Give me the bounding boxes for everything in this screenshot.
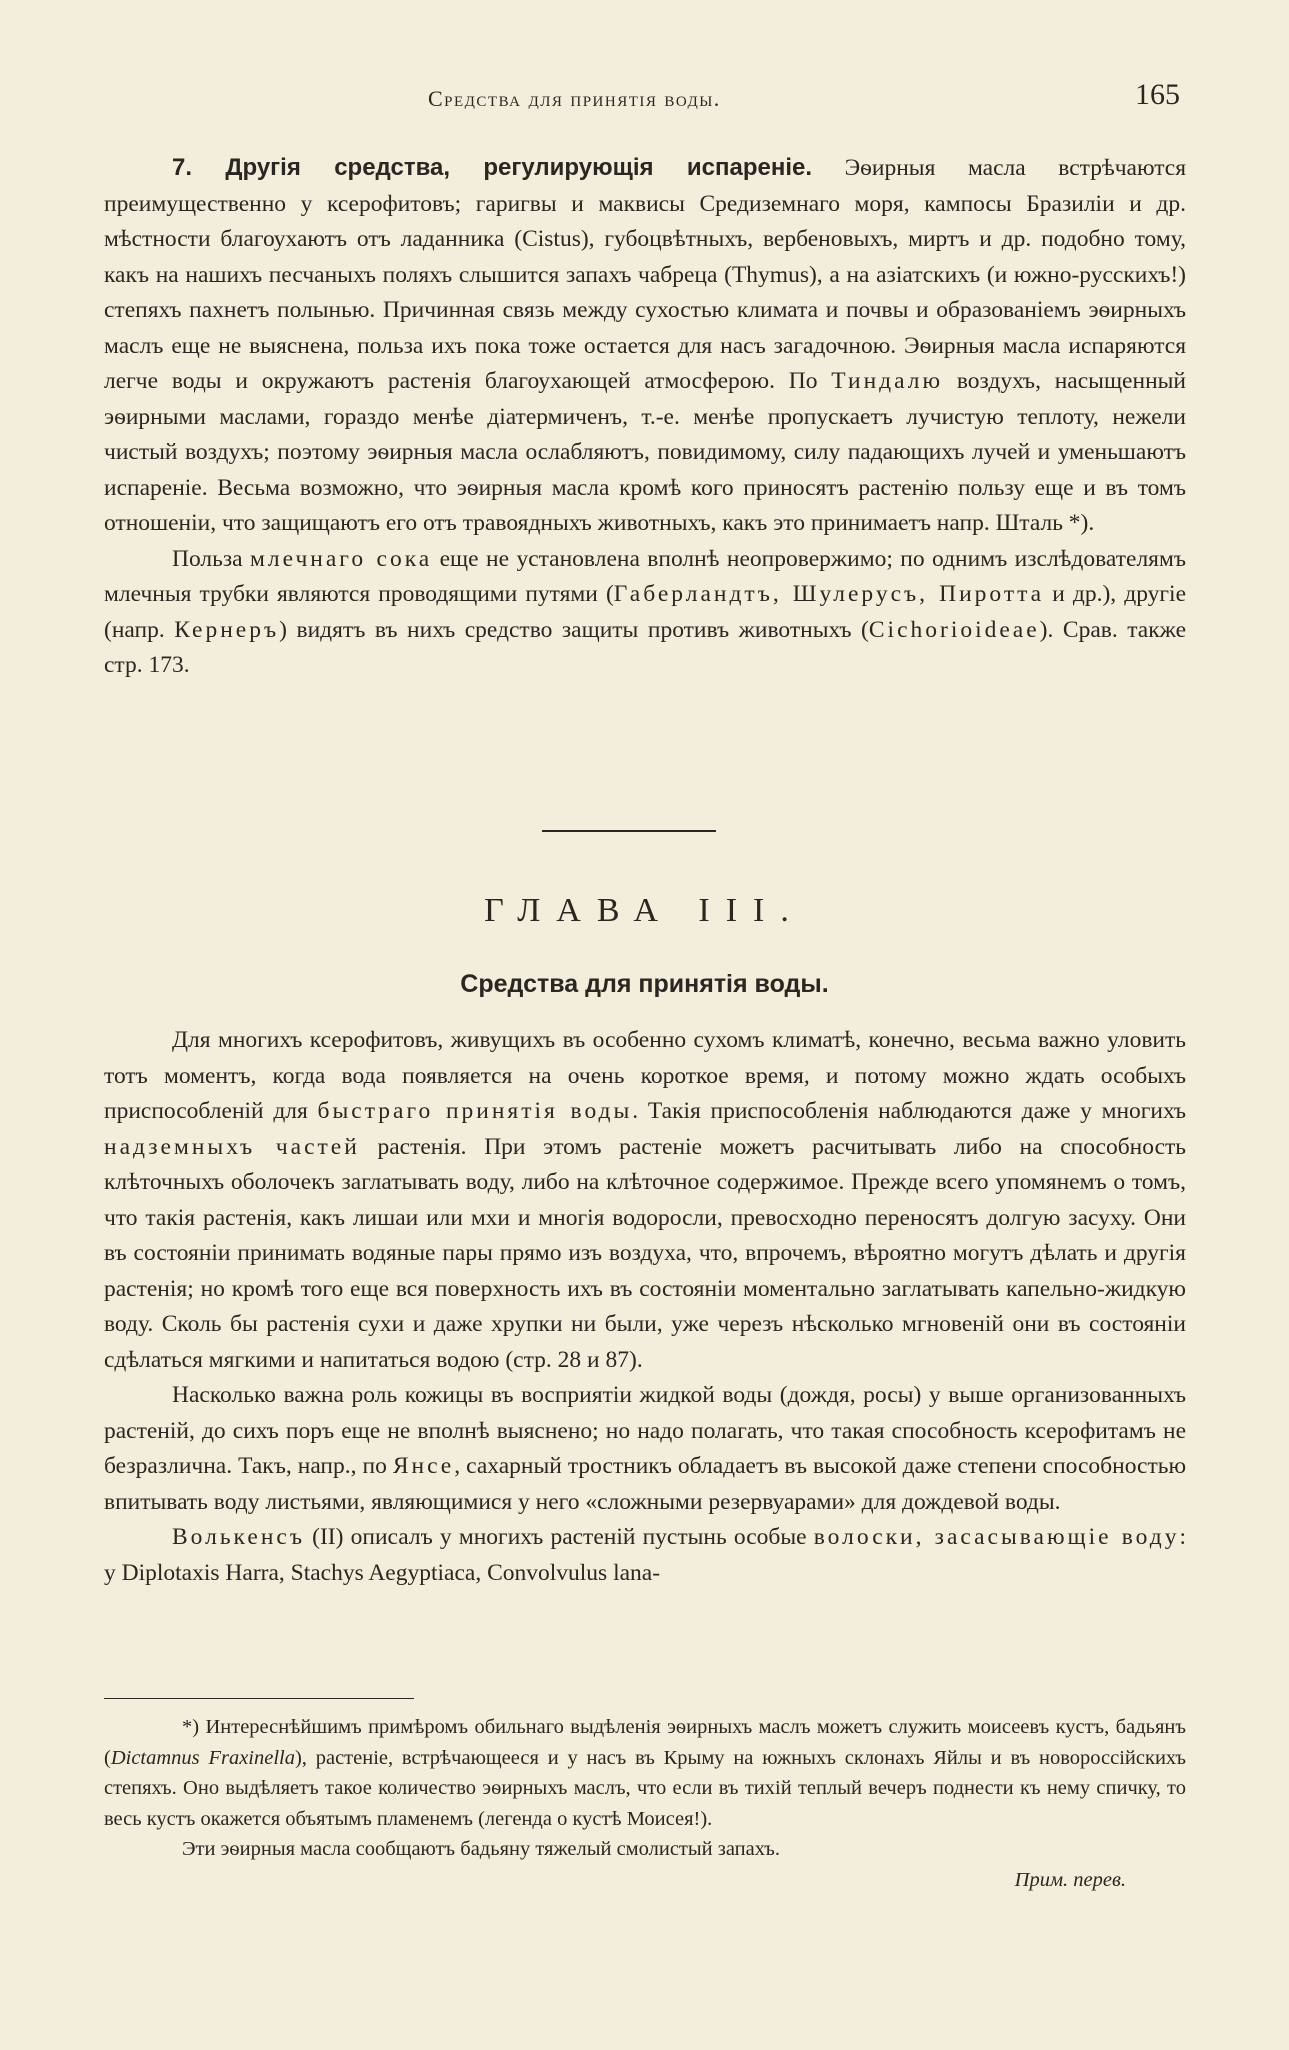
- paragraph-text: ). Срав. также стр. 173.: [104, 616, 1187, 678]
- paragraph-text: воздухъ, насыщенный эѳирными маслами, гораздо менѣе діатермиченъ, т.-е. менѣе пропускаетъ лучистую теплоту, нежели чистый воздухъ; поэтому эѳирныя масла ослабляютъ, повидимому, силу падающихъ лучей и уменьшаютъ испареніе. Весьма возможно, что эѳирныя масла кромѣ кого приносятъ растенію пользу еще и въ томъ отношеніи, что защищаютъ его отъ травоядныхъ животныхъ, какъ это принимаетъ напр. Шталь *).: [104, 368, 1187, 536]
- author-name: Волькенсъ: [172, 1524, 305, 1550]
- emphasized-term: волоски, засасывающіе воду: [813, 1524, 1180, 1550]
- paragraph-text: Польза: [172, 545, 243, 572]
- paragraph-text: . Такія приспособленія наблюдаются даже у многихъ: [632, 1098, 1186, 1124]
- chapter-subtitle: Средства для принятія воды.: [460, 970, 829, 998]
- footnote-text: *) Интереснѣйшимъ примѣромъ обильнаго выдѣленія эѳирныхъ маслъ можетъ служить моисеевъ кустъ, бадьянъ (: [104, 1716, 1186, 1769]
- paragraph-text: ) видятъ въ нихъ средство защиты противъ животныхъ (: [279, 616, 869, 643]
- paragraph-epidermis: [104, 1378, 1186, 1520]
- emphasized-term: млечнаго сока: [250, 545, 433, 572]
- species-name: Dictamnus Fraxinella: [110, 1746, 295, 1769]
- author-names: Габерландтъ, Шулерусъ, Пиротта: [613, 581, 1045, 607]
- section-heading: 7. Другія средства, регулирующія испареніе.: [172, 154, 813, 181]
- paragraph-text: (II) описалъ у многихъ растеній пустынь особые: [312, 1524, 807, 1550]
- paragraph-text: еще не установлена вполнѣ неопровержимо; по однимъ изслѣдователямъ млечныя трубки являются проводящими путями (: [104, 545, 1187, 607]
- paragraph-text: : у Diplotaxis Harra, Stachys Aegyptiaca, Convolvulus lana-: [104, 1524, 1186, 1586]
- author-name: Янсе: [392, 1453, 455, 1479]
- footnote: [104, 1712, 1186, 1895]
- author-name: Кернеръ: [174, 616, 280, 643]
- page-header: [0, 78, 1289, 118]
- paragraph-text: и др.), другіе (напр.: [104, 581, 1186, 643]
- paragraph-text: , сахарный тростникъ обладаетъ въ высокой даже степени способностью впитывать воду листьями, являющимися у него «сложными резервуарами» для дождевой воды.: [104, 1453, 1187, 1515]
- paragraph-text: Для многихъ ксерофитовъ, живущихъ въ особенно сухомъ климатѣ, конечно, весьма важно уловить тотъ моментъ, когда вода появляется на очень короткое время, и потому можно ждать особыхъ приспособленій для: [104, 1027, 1186, 1124]
- paragraph-latex: [104, 542, 1186, 684]
- page-number: 165: [1135, 78, 1180, 111]
- translator-note-sign: Прим. перев.: [1014, 1868, 1126, 1891]
- taxon-name: Cichorioideae: [868, 616, 1040, 643]
- footnote-divider: [104, 1698, 414, 1699]
- chapter-title: ГЛАВА III.: [484, 892, 805, 929]
- running-title: Средства для принятія воды.: [428, 86, 721, 111]
- author-name: Тиндалю: [831, 368, 944, 394]
- paragraph-hairs: [104, 1520, 1186, 1591]
- paragraph-water-uptake: [104, 1023, 1186, 1378]
- section-divider: [542, 830, 716, 832]
- emphasized-term: быстраго принятія воды: [317, 1098, 633, 1124]
- footnote-paragraph: [104, 1712, 1186, 1834]
- section-7-text: [104, 150, 1186, 684]
- footnote-text: ), растеніе, встрѣчающееся и у насъ въ Крыму на южныхъ склонахъ Яйлы и въ новороссійскихъ степяхъ. Оно выдѣляетъ такое количество эѳирныхъ маслъ, что если въ тихій теплый вечеръ поднести къ нему спичку, то весь кустъ окажется объятымъ пламенемъ (легенда о кустѣ Моисея!).: [104, 1746, 1186, 1830]
- chapter-body: [104, 1023, 1186, 1591]
- paragraph-text: Эѳирныя масла встрѣчаются преимущественно у ксерофитовъ; гаригвы и маквисы Средиземнаго моря, кампосы Бразиліи и др. мѣстности благоухаютъ отъ ладанника (Cistus), губоцвѣтныхъ, вербеновыхъ, миртъ и др. подобно тому, какъ на нашихъ песчаныхъ поляхъ слышится запахъ чабреца (Thymus), а на азіатскихъ (и южно-русскихъ!) степяхъ пахнетъ полынью. Причинная связь между сухостью климата и почвы и образованіемъ эѳирныхъ маслъ еще не выяснена, польза ихъ пока тоже остается для насъ загадочною. Эѳирныя масла испаряются легче воды и окружаютъ растенія благоухающей атмосферою. По: [104, 155, 1187, 394]
- footnote-paragraph: Эти эѳирныя масла сообщаютъ бадьяну тяжелый смолистый запахъ.: [182, 1838, 780, 1860]
- paragraph-ethereal-oils: [104, 150, 1186, 542]
- paragraph-text: растенія. При этомъ растеніе можетъ расчитывать либо на способность клѣточныхъ оболочекъ заглатывать воду, либо на клѣточное содержимое. Прежде всего упомянемъ о томъ, что такія растенія, какъ лишаи или мхи и многія водоросли, превосходно переносятъ долгую засуху. Они въ состояніи принимать водяные пары прямо изъ воздуха, что, впрочемъ, вѣроятно могутъ дѣлать и другія растенія; но кромѣ того еще вся поверхность ихъ въ состояніи моментально заглатывать капельно-жидкую воду. Сколь бы растенія сухи и даже хрупки ни были, уже черезъ нѣсколько мгновеній они въ состояніи сдѣлаться мягкими и напитаться водою (стр. 28 и 87).: [104, 1133, 1186, 1373]
- emphasized-term: надземныхъ частей: [104, 1133, 360, 1160]
- paragraph-text: Насколько важна роль кожицы въ восприятіи жидкой воды (дождя, росы) у выше организованныхъ растеній, до сихъ поръ еще не вполнѣ выяснено; но надо полагать, что такая способность ксерофитамъ не безразлична. Такъ, напр., по: [104, 1382, 1186, 1479]
